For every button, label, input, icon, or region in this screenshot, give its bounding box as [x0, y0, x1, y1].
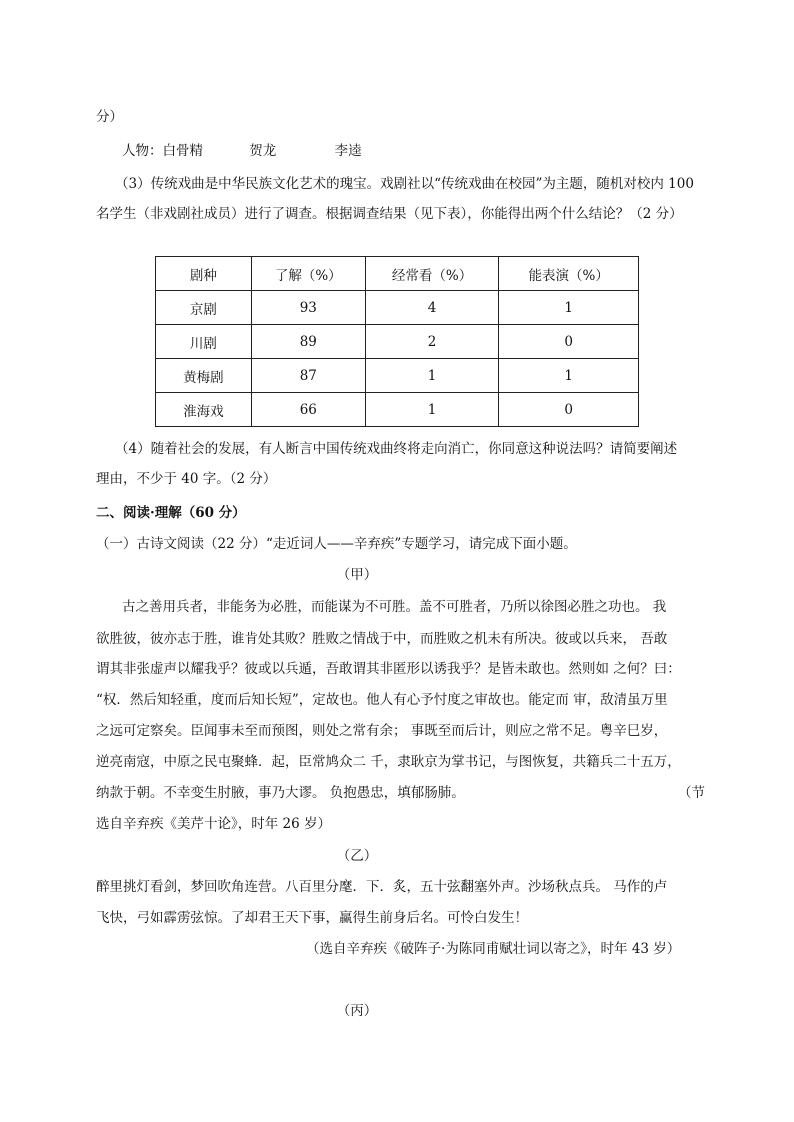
q3-line1: （3）传统戏曲是中华民族文化艺术的瑰宝。戏剧社以“传统戏曲在校园”为主题，随机对校内 100: [115, 176, 694, 192]
yi-source: （选自辛弃疾《破阵子·为陈同甫赋壮词以寄之》，时年 43 岁）: [306, 941, 681, 957]
table-cell: 2: [365, 325, 499, 359]
jia-label: （甲）: [336, 567, 378, 583]
table-row: [156, 291, 639, 325]
table-cell: 87: [251, 359, 365, 393]
table-row: [156, 325, 639, 359]
table-cell: 淮海戏: [156, 393, 252, 427]
jia-line: 谓其非张虚声以耀我乎？彼或以兵遁，吾敢谓其非匿形以诱我乎？是皆未敢也。然则如 之何？曰：: [96, 661, 681, 677]
yi-line2: 飞快，弓如霹雳弦惊。了却君王天下事，赢得生前身后名。可怜白发生！: [96, 910, 528, 926]
table-cell: 93: [251, 291, 365, 325]
table-cell: 0: [499, 325, 639, 359]
q4-line1: （4）随着社会的发展，有人断言中国传统戏曲终将走向消亡，你同意这种说法吗？请简要阐述: [115, 441, 678, 457]
table-cell: 0: [499, 393, 639, 427]
fragment-text: 分）: [96, 109, 123, 125]
table-header-cell: 剧种: [156, 257, 252, 291]
section-heading: 二、阅读·理解（60 分）: [96, 505, 246, 521]
table-cell: 1: [365, 359, 499, 393]
jia-line: 古之善用兵者，非能务为必胜，而能谋为不可胜。盖不可胜者，乃所以徐图必胜之功也。 我: [122, 599, 667, 615]
table-cell: 川剧: [156, 325, 252, 359]
survey-table: [155, 256, 639, 427]
q4-line2: 理由，不少于 40 字。（2 分）: [96, 471, 277, 487]
table-cell: 66: [251, 393, 365, 427]
table-cell: 黄梅剧: [156, 359, 252, 393]
jia-line: 逆亮南寇，中原之民屯聚蜂．起，臣常鸠众二 千，隶耿京为掌书记，与图恢复，共籍兵二十五万，: [96, 754, 681, 770]
character-2: 贺龙: [249, 143, 277, 159]
table-row: [156, 359, 639, 393]
table-cell: 1: [499, 359, 639, 393]
characters-line: [122, 142, 362, 160]
jia-source: 选自辛弃疾《美芹十论》，时年 26 岁）: [96, 816, 332, 832]
bing-label: （丙）: [336, 1003, 378, 1019]
jia-line: 欲胜彼，彼亦志于胜，谁肯处其败？胜败之情战于中，而胜败之机未有所决。彼或以兵来， 吾敢: [96, 631, 668, 647]
q3-line2: 名学生（非戏剧社成员）进行了调查。根据调查结果（见下表），你能得出两个什么结论？（2 分）: [96, 206, 683, 222]
yi-label: （乙）: [336, 848, 378, 864]
table-header-row: [156, 257, 639, 291]
table-row: [156, 393, 639, 427]
table-cell: 京剧: [156, 291, 252, 325]
table-header-cell: 经常看（%）: [365, 257, 499, 291]
yi-line1: 醉里挑灯看剑，梦回吹角连营。八百里分麾．下．炙，五十弦翻塞外声。沙场秋点兵。 马作的卢: [96, 879, 668, 895]
jia-line: 之远可定察矣。臣闻事未至而预图，则处之常有余； 事既至而后计，则应之常不足。粤辛巳岁，: [96, 723, 668, 739]
jia-line: 纳款于朝。不幸变生肘腋，事乃大谬。 负抱愚忠，填郁肠肺。: [96, 785, 465, 801]
table-cell: 1: [499, 291, 639, 325]
characters-label: 人物：白骨精: [122, 143, 203, 159]
jia-source-mark: （节: [678, 785, 705, 801]
section-subheading: （一）古诗文阅读（22 分）“走近词人——辛弃疾”专题学习，请完成下面小题。: [96, 536, 577, 552]
table-cell: 89: [251, 325, 365, 359]
table-cell: 4: [365, 291, 499, 325]
character-3: 李逵: [334, 143, 362, 159]
jia-line: “权．然后知轻重，度而后知长短”，定故也。他人有心予忖度之审故也。能定而 审，敌清虽万里: [96, 692, 668, 708]
table-cell: 1: [365, 393, 499, 427]
table-header-cell: 能表演（%）: [499, 257, 639, 291]
table-header-cell: 了解（%）: [251, 257, 365, 291]
